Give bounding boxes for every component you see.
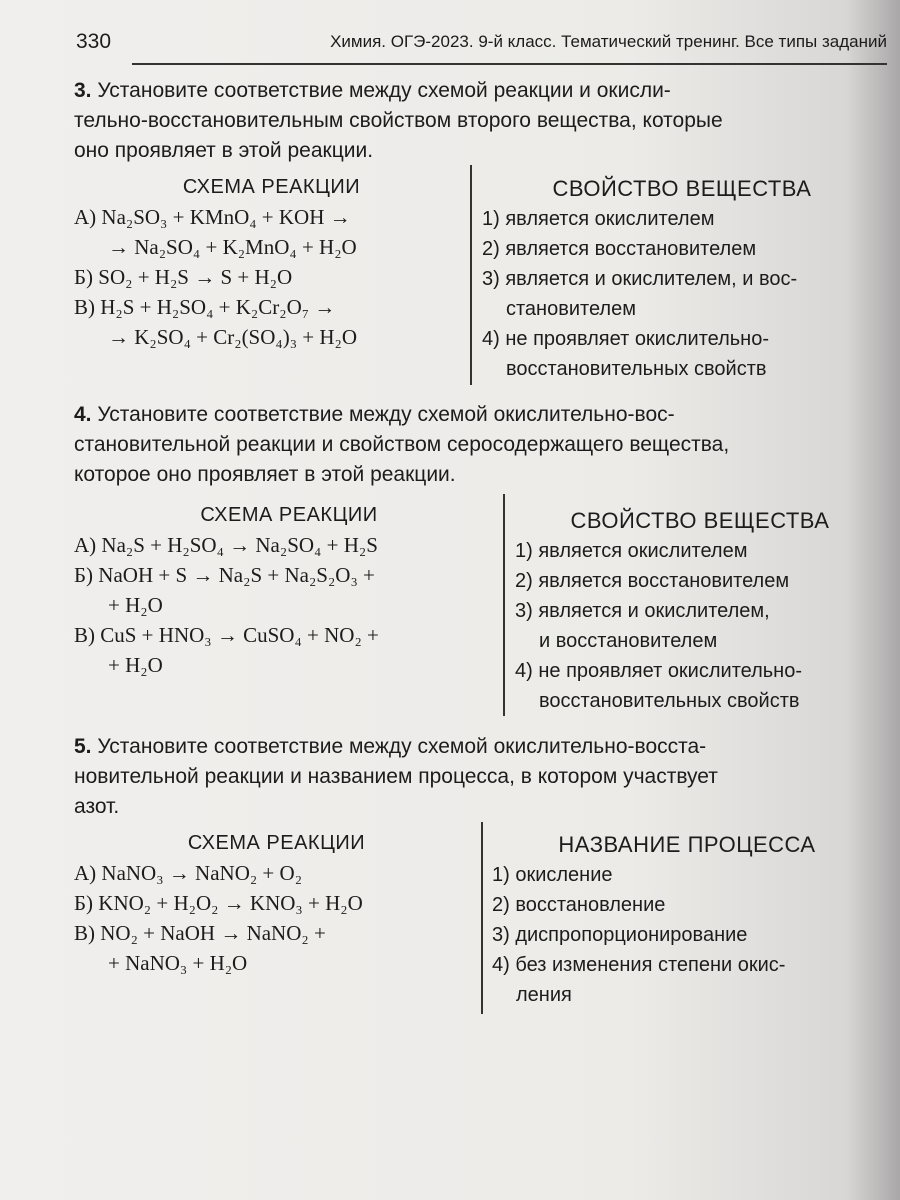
prompt-line: новительной реакции и названием процесса, в котором участвует	[74, 765, 718, 788]
reaction-line: А) NaNO₃ → NaNO₂ + O₂	[74, 861, 303, 885]
task-number: 5.	[74, 735, 92, 758]
reaction-line: → K₂SO₄ + Cr₂(SO₄)₃ + H₂O	[108, 325, 358, 349]
option-line: 4) не проявляет окислительно-	[482, 328, 770, 350]
option-line: 4) без изменения степени окис-	[492, 954, 786, 976]
task-number: 4.	[74, 403, 92, 426]
option-line: 4) не проявляет окислительно-	[515, 660, 803, 682]
prompt-line: которое оно проявляет в этой реакции.	[74, 463, 456, 486]
option-line: 3) является и окислителем,	[515, 600, 770, 622]
column-header: СВОЙСТВО ВЕЩЕСТВА	[552, 176, 812, 201]
column-divider	[481, 822, 483, 1014]
option-line: 1) является окислителем	[515, 540, 748, 562]
column-header: СХЕМА РЕАКЦИИ	[187, 832, 366, 854]
option-line: 1) окисление	[492, 864, 613, 886]
page-header	[72, 30, 887, 66]
option-line: становителем	[506, 298, 636, 320]
task-5-prompt	[74, 732, 884, 822]
task-5-left-column	[74, 828, 479, 978]
option-line: 2) восстановление	[492, 894, 666, 916]
header-rule	[132, 63, 887, 65]
prompt-line: становительной реакции и свойством серосодержащего вещества,	[74, 433, 730, 456]
option-line: 2) является восстановителем	[515, 570, 790, 592]
task-3-left-column	[74, 172, 469, 352]
option-line: 3) является и окислителем, и вос-	[482, 268, 798, 290]
reaction-line: + NaNO₃ + H₂O	[108, 951, 248, 975]
task-4-right-column	[515, 506, 885, 716]
option-line: восстановительных свойств	[539, 690, 800, 712]
reaction-line: Б) SO₂ + H₂S → S + H₂O	[74, 265, 293, 289]
reaction-line: + H₂O	[108, 593, 163, 617]
running-title: Химия. ОГЭ-2023. 9-й класс. Тематический тренинг. Все типы заданий	[330, 32, 887, 51]
task-4-left-column	[74, 500, 504, 680]
reaction-line: В) H₂S + H₂SO₄ + K₂Cr₂O₇ →	[74, 295, 336, 319]
option-line: ления	[516, 984, 572, 1006]
prompt-line: азот.	[74, 795, 120, 818]
reaction-line: Б) KNO₂ + H₂O₂ → KNO₃ + H₂O	[74, 891, 363, 915]
column-header: СВОЙСТВО ВЕЩЕСТВА	[570, 508, 830, 533]
reaction-line: Б) NaOH + S → Na₂S + Na₂S₂O₃ +	[74, 563, 375, 587]
prompt-line: тельно-восстановительным свойством второго вещества, которые	[74, 109, 723, 132]
reaction-line: → Na₂SO₄ + K₂MnO₄ + H₂O	[108, 235, 357, 259]
column-header: СХЕМА РЕАКЦИИ	[182, 176, 361, 198]
task-4-prompt	[74, 400, 884, 490]
task-3-right-column	[482, 174, 882, 384]
column-divider	[470, 165, 472, 385]
column-header: НАЗВАНИЕ ПРОЦЕССА	[558, 832, 816, 857]
option-line: 3) диспропорционирование	[492, 924, 748, 946]
reaction-line: В) NO₂ + NaOH → NaNO₂ +	[74, 921, 326, 945]
task-number: 3.	[74, 79, 92, 102]
prompt-line: Установите соответствие между схемой окислительно-восста-	[97, 735, 707, 758]
option-line: 2) является восстановителем	[482, 238, 757, 260]
reaction-line: А) Na₂S + H₂SO₄ → Na₂SO₄ + H₂S	[74, 533, 378, 557]
option-line: 1) является окислителем	[482, 208, 715, 230]
page-number: 330	[76, 30, 112, 53]
prompt-line: оно проявляет в этой реакции.	[74, 139, 374, 162]
option-line: и восстановителем	[539, 630, 718, 652]
task-3-prompt	[74, 76, 884, 166]
reaction-line: + H₂O	[108, 653, 163, 677]
column-header: СХЕМА РЕАКЦИИ	[200, 504, 378, 526]
prompt-line: Установите соответствие между схемой реакции и окисли-	[97, 79, 671, 102]
task-5-right-column	[492, 830, 882, 1010]
option-line: восстановительных свойств	[506, 358, 767, 380]
column-divider	[503, 494, 505, 716]
reaction-line: А) Na₂SO₃ + KMnO₄ + KOH →	[74, 205, 351, 229]
prompt-line: Установите соответствие между схемой окислительно-вос-	[97, 403, 675, 426]
reaction-line: В) CuS + HNO₃ → CuSO₄ + NO₂ +	[74, 623, 379, 647]
